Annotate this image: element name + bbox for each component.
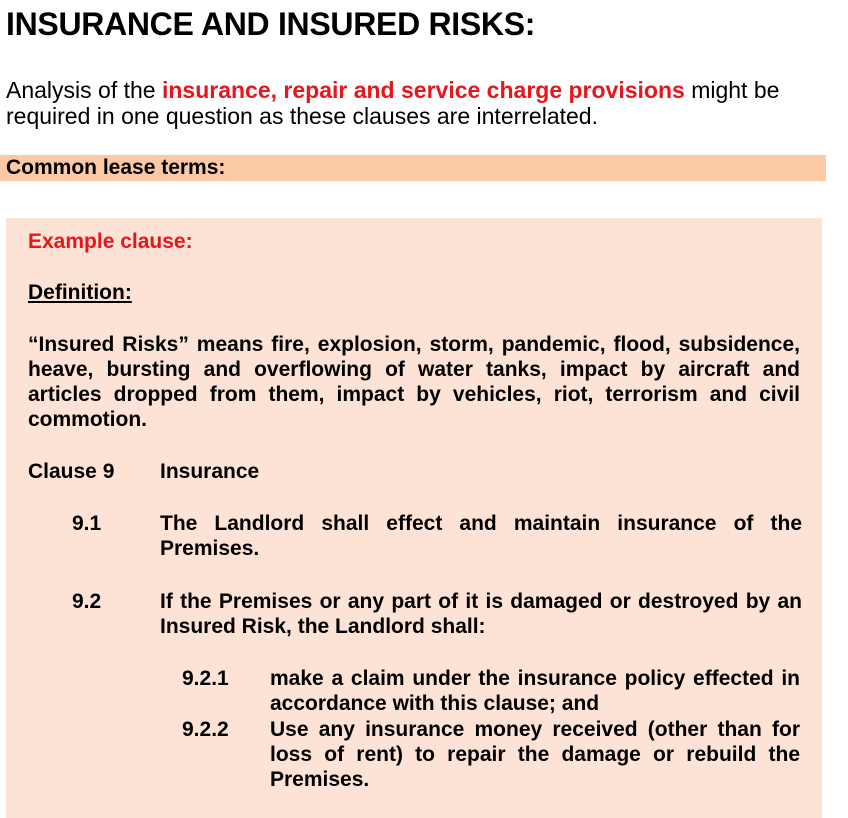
intro-text-after: might be required in one question as these clauses are interrelated.: [6, 77, 780, 129]
item-text: If the Premises or any part of it is damaged or destroyed by an Insured Risk, the Landlord shall:: [160, 590, 802, 638]
subitem-text: Use any insurance money received (other than for loss of rent) to repair the damage or rebuild the Premises.: [270, 718, 800, 791]
page-title: INSURANCE AND INSURED RISKS:: [6, 6, 536, 42]
common-lease-terms-banner: [0, 155, 826, 181]
intro-paragraph: [6, 77, 826, 129]
intro-highlight: insurance, repair and service charge provisions: [161, 77, 685, 103]
subitem-number: 9.2.1: [182, 667, 229, 690]
item-text: The Landlord shall effect and maintain insurance of the Premises.: [160, 512, 802, 560]
item-number: 9.2: [72, 590, 102, 613]
subitem-text: make a claim under the insurance policy effected in accordance with this clause; and: [270, 667, 800, 715]
example-clause-panel: [6, 218, 822, 818]
definition-label: Definition:: [28, 281, 132, 304]
example-clause-label: Example clause:: [28, 230, 193, 253]
clause-number: Clause 9: [28, 460, 115, 483]
item-number: 9.1: [72, 512, 102, 535]
intro-text-before: Analysis of the: [6, 77, 162, 103]
banner-label: Common lease terms:: [6, 156, 226, 179]
subitem-number: 9.2.2: [182, 718, 229, 741]
definition-text: “Insured Risks” means fire, explosion, storm, pandemic, flood, subsidence, heave, bursting and overflowing of water tanks, impact by aircraft and articles dropped from them, impact by vehicles, riot, terrorism and civil commotion.: [28, 333, 800, 431]
clause-title: Insurance: [160, 460, 260, 483]
